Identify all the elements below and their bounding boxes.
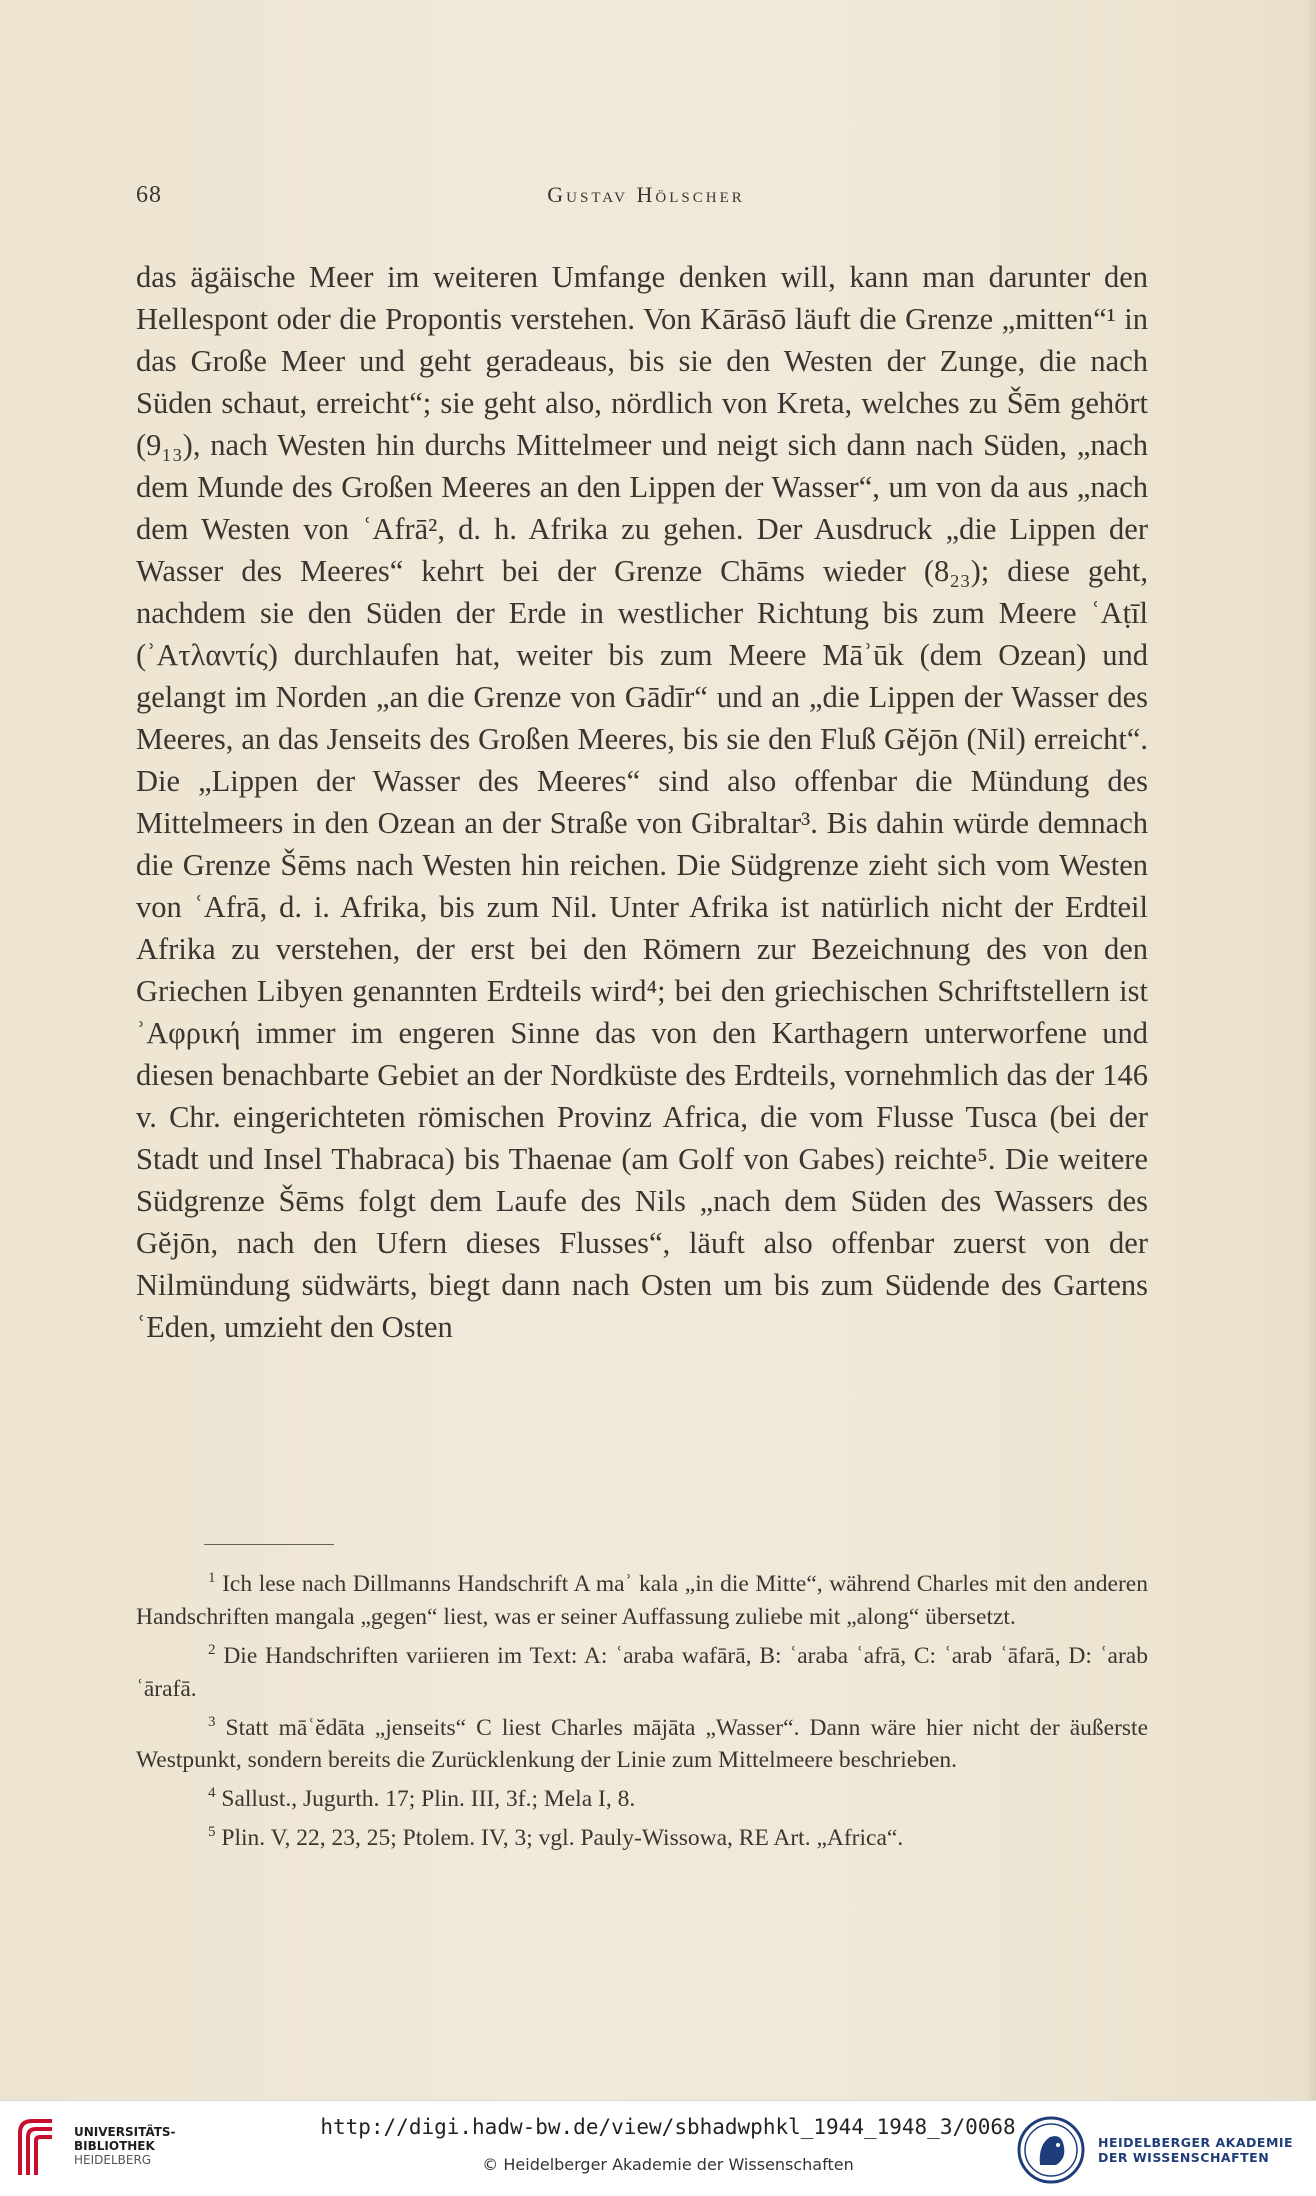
footnote-4	[136, 1777, 1148, 1816]
footnote-number: 5	[208, 1824, 216, 1841]
permalink-url[interactable]: http://digi.hadw-bw.de/view/sbhadwphkl_1944_1948_3/0068	[320, 2115, 1016, 2139]
academy-seal-icon[interactable]	[1016, 2115, 1086, 2185]
footnote-number: 1	[208, 1570, 216, 1586]
footnote-5	[136, 1816, 1148, 1855]
footnote-text: Plin. V, 22, 23, 25; Ptolem. IV, 3; vgl. Pauly-Wissowa, RE Art. „Africa“.	[221, 1825, 904, 1852]
footnotes	[136, 1562, 1148, 1855]
page-header	[136, 182, 1156, 222]
body-paragraph: das ägäische Meer im weiteren Umfange denken will, kann man darunter den Hellespont oder die Propontis verstehen. Von Kārāsō läuft die Grenze „mitten“¹ in das Große Meer und geht geradeaus, bis sie den Westen der Zunge, die nach Süden schaut, erreicht“; sie geht also, nördlich von Kreta, welches zu Šēm gehört (9₁₃), nach Westen hin durchs Mittelmeer und neigt sich dann nach Süden, „nach dem Munde des Großen Meeres an den Lippen der Wasser“, um von da aus „nach dem Westen von ʿAfrā², d. h. Afrika zu gehen. Der Ausdruck „die Lippen der Wasser des Meeres“ kehrt bei der Grenze Chāms wieder (8₂₃); diese geht, nachdem sie den Süden der Erde in westlicher Richtung bis zum Meere ʿAṭīl (ʾΑτλαντίς) durchlaufen hat, weiter bis zum Meere Māʾūk (dem Ozean) und gelangt im Norden „an die Grenze von Gādīr“ und an „die Lippen der Wasser des Meeres, an das Jenseits des Großen Meeres, bis sie den Fluß Gĕjōn (Nil) erreicht“. Die „Lippen der Wasser des Meeres“ sind also offenbar die Mündung des Mittelmeers in den Ozean an der Straße von Gibraltar³. Bis dahin würde demnach die Grenze Šēms nach Westen hin reichen. Die Südgrenze zieht sich vom Westen von ʿAfrā, d. i. Afrika, bis zum Nil. Unter Afrika ist natürlich nicht der Erdteil Afrika zu verstehen, der erst bei den Römern zur Bezeichnung des von den Griechen Libyen genannten Erdteils wird⁴; bei den griechischen Schriftstellern ist ʾΑφρική immer im engeren Sinne das von den Karthagern unterworfene und diesen benachbarte Gebiet an der Nordküste des Erdteils, vornehmlich das der 146 v. Chr. eingerichteten römischen Provinz Africa, die vom Flusse Tusca (bei der Stadt und Insel Thabraca) bis Thaenae (am Golf von Gabes) reichte⁵. Die weitere Südgrenze Šēms folgt dem Laufe des Nils „nach dem Süden des Wassers des Gĕjōn, nach den Ufern dieses Flusses“, läuft also offenbar zuerst von der Nilmündung südwärts, biegt dann nach Osten um bis zum Südende des Gartens ʿEden, umzieht den Osten	[136, 260, 1148, 1344]
footnote-2	[136, 1634, 1148, 1706]
footer-bar	[0, 2100, 1316, 2196]
footnote-number: 2	[208, 1641, 216, 1658]
university-library-name: UNIVERSITÄTS- BIBLIOTHEK HEIDELBERG	[74, 2125, 176, 2167]
page-edge	[1308, 0, 1316, 2100]
footnote-text: Statt māʿĕdāta „jenseits“ C liest Charles mājāta „Wasser“. Dann wäre hier nicht der äußerste Westpunkt, sondern bereits die Zurücklenkung der Linie zum Mittelmeere beschrieben.	[136, 1714, 1149, 1774]
footnote-rule	[204, 1544, 334, 1545]
page-number: 68	[136, 182, 162, 208]
academy-name: HEIDELBERGER AKADEMIE DER WISSENSCHAFTEN	[1098, 2135, 1294, 2165]
footnote-number: 3	[208, 1713, 216, 1730]
footnote-1	[136, 1562, 1148, 1634]
running-head: Gustav Hölscher	[547, 182, 745, 207]
body-text	[136, 256, 1148, 1348]
footnote-number: 4	[208, 1785, 216, 1802]
footnote-text: Sallust., Jugurth. 17; Plin. III, 3f.; Mela I, 8.	[221, 1786, 636, 1813]
footnote-text: Ich lese nach Dillmanns Handschrift A maʾ kala „in die Mitte“, während Charles mit den anderen Handschriften mangala „gegen“ liest, was er seiner Auffassung zuliebe mit „along“ übersetzt.	[136, 1570, 1148, 1630]
footnote-3	[136, 1706, 1148, 1778]
copyright-notice: © Heidelberger Akademie der Wissenschaften	[482, 2155, 854, 2174]
footnote-text: Die Handschriften variieren im Text: A: ʿaraba wafārā, B: ʿaraba ʿafrā, C: ʿarab ʿāfarā, D: ʿarab ʿārafā.	[136, 1642, 1148, 1702]
